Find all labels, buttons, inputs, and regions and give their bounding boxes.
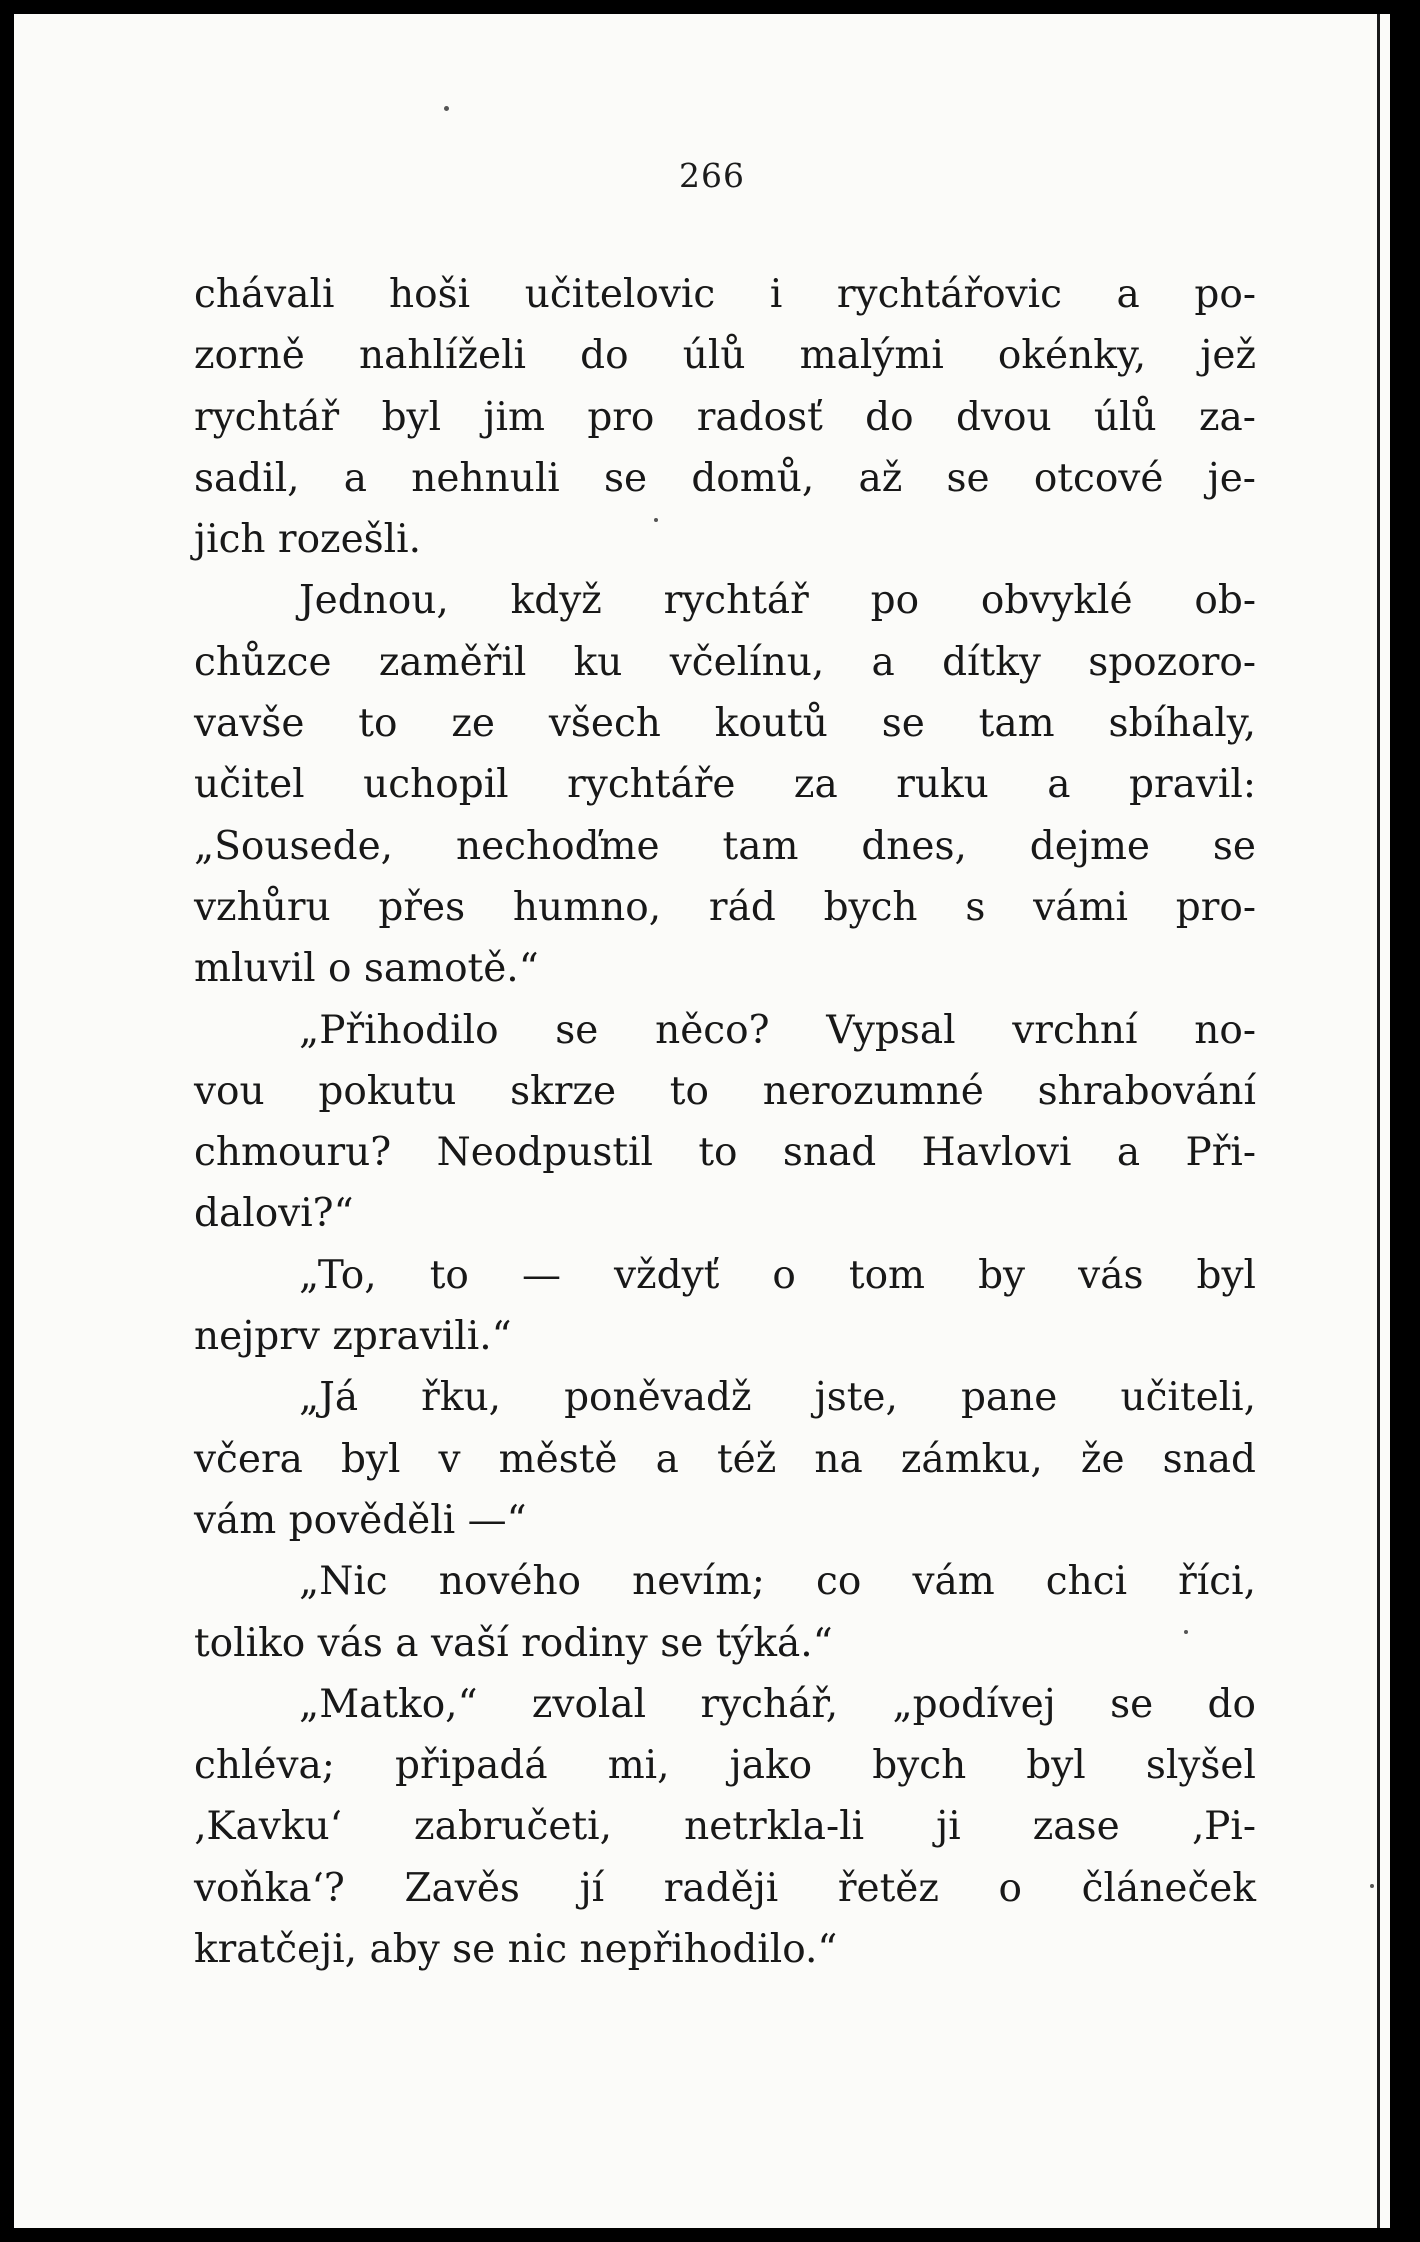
text-line: včera byl v městě a též na zámku, že snad — [194, 1436, 1256, 1482]
paper-speck — [444, 106, 449, 111]
text-line: chávali hoši učitelovic i rychtářovic a po- — [194, 272, 1256, 317]
text-line: chléva; připadá mi, jako bych byl slyšel — [194, 1743, 1256, 1789]
page-edge-line — [1377, 14, 1380, 2228]
text-line: chmouru? Neodpustil to snad Havlovi a Při- — [194, 1130, 1256, 1176]
page-number: 266 — [679, 156, 745, 195]
text-line: voňka‘? Zavěs jí raději řetěz o článeček — [194, 1865, 1256, 1911]
text-line: vavše to ze všech koutů se tam sbíhaly, — [194, 701, 1256, 747]
text-line: dalovi?“ — [194, 1191, 354, 1237]
text-line: Jednou, když rychtář po obvyklé ob- — [299, 578, 1256, 624]
text-line: vám pověděli —“ — [194, 1497, 527, 1543]
text-line: „To, to — vždyť o tom by vás byl — [299, 1252, 1256, 1298]
text-line: chůzce zaměřil ku včelínu, a dítky spozoro- — [194, 639, 1256, 685]
book-page — [14, 14, 1390, 2228]
text-line: jich rozešli. — [194, 517, 422, 563]
text-line: vou pokutu skrze to nerozumné shrabování — [194, 1068, 1256, 1114]
paper-speck — [654, 518, 658, 522]
text-line: kratčeji, aby se nic nepřihodilo.“ — [194, 1927, 838, 1973]
text-line: zorně nahlíželi do úlů malými okénky, jež — [194, 333, 1256, 379]
text-line: mluvil o samotě.“ — [194, 946, 539, 992]
text-line: učitel uchopil rychtáře za ruku a pravil: — [194, 762, 1256, 808]
text-line: „Sousede, nechoďme tam dnes, dejme se — [194, 823, 1256, 869]
text-line: nejprv zpravili.“ — [194, 1314, 512, 1360]
text-line: „Nic nového nevím; co vám chci říci, — [299, 1559, 1256, 1605]
text-line: „Matko,“ zvolal rychář, „podívej se do — [299, 1681, 1256, 1727]
text-line: rychtář byl jim pro radosť do dvou úlů za- — [194, 394, 1256, 440]
paper-speck — [1184, 1630, 1188, 1634]
text-line: „Přihodilo se něco? Vypsal vrchní no- — [299, 1007, 1256, 1053]
text-line: „Já řku, poněvadž jste, pane učiteli, — [299, 1375, 1256, 1421]
text-line: toliko vás a vaší rodiny se týká.“ — [194, 1620, 833, 1666]
text-line: ‚Kavku‘ zabručeti, netrkla-li ji zase ‚Pi- — [194, 1804, 1256, 1850]
text-line: sadil, a nehnuli se domů, až se otcové je- — [194, 455, 1256, 501]
text-line: vzhůru přes humno, rád bych s vámi pro- — [194, 884, 1256, 930]
paper-speck — [1370, 1884, 1374, 1888]
body-text — [194, 264, 1256, 1980]
